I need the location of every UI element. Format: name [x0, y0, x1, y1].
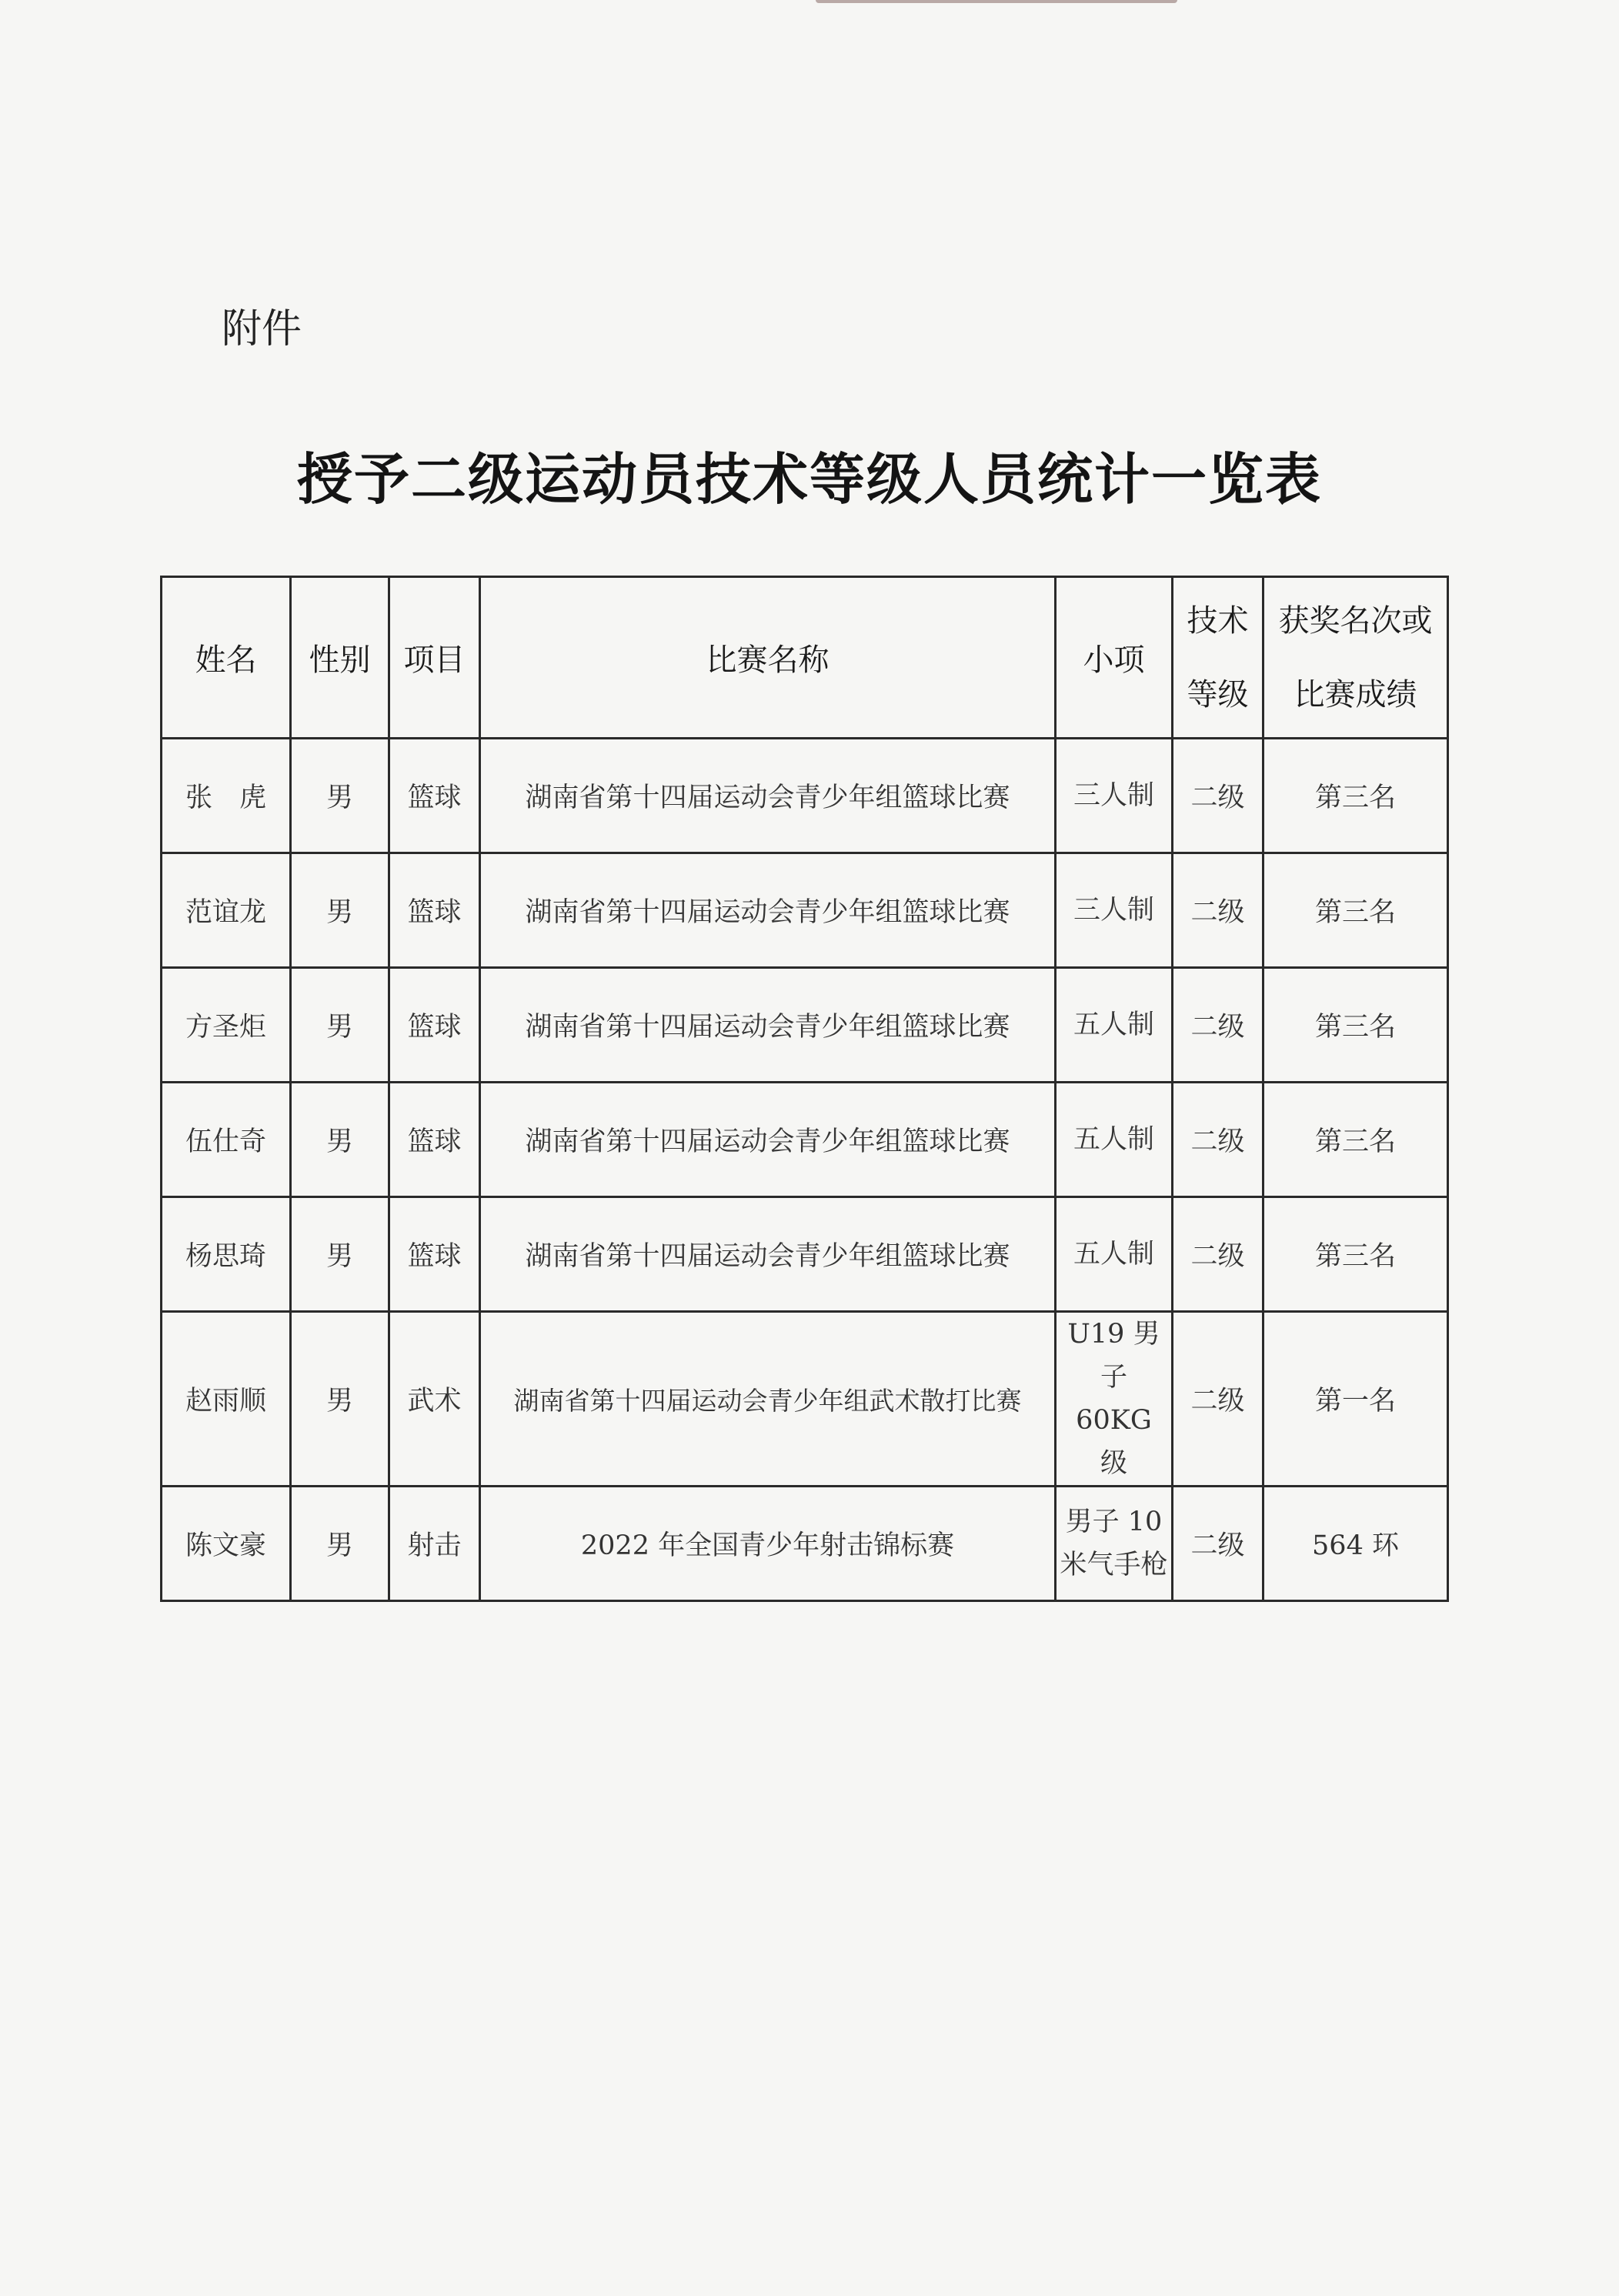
athlete-table [160, 576, 1449, 1602]
header-competition: 比赛名称 [480, 577, 1056, 739]
table-header-row [162, 577, 1448, 739]
cell-competition: 湖南省第十四届运动会青少年组篮球比赛 [480, 968, 1056, 1083]
cell-sport: 武术 [389, 1312, 480, 1487]
cell-event [1056, 1197, 1173, 1312]
cell-name: 陈文豪 [162, 1487, 291, 1601]
cell-event-line1: 三人制 [1073, 895, 1154, 926]
cell-competition: 湖南省第十四届运动会青少年组武术散打比赛 [480, 1312, 1056, 1487]
table-row [162, 1312, 1448, 1487]
cell-gender: 男 [291, 739, 389, 853]
header-gender: 性别 [291, 577, 389, 739]
cell-competition: 湖南省第十四届运动会青少年组篮球比赛 [480, 1083, 1056, 1197]
table-row [162, 1487, 1448, 1601]
cell-gender: 男 [291, 1487, 389, 1601]
cell-result: 第三名 [1263, 739, 1448, 853]
table-row [162, 853, 1448, 968]
cell-level: 二级 [1173, 1312, 1263, 1487]
cell-gender: 男 [291, 853, 389, 968]
table-row [162, 1197, 1448, 1312]
cell-event-line2: 米气手枪 [1060, 1550, 1168, 1580]
cell-event-line2: 60KG 级 [1076, 1405, 1152, 1479]
header-level [1173, 577, 1263, 739]
cell-name: 赵雨顺 [162, 1312, 291, 1487]
cell-level: 二级 [1173, 1487, 1263, 1601]
attachment-label: 附件 [222, 306, 302, 352]
header-result-line2: 比赛成绩 [1294, 676, 1417, 712]
header-result-line1: 获奖名次或 [1278, 602, 1433, 639]
cell-result: 第三名 [1263, 1083, 1448, 1197]
cell-name: 张 虎 [162, 739, 291, 853]
cell-name: 范谊龙 [162, 853, 291, 968]
cell-competition: 2022 年全国青少年射击锦标赛 [480, 1487, 1056, 1601]
cell-level: 二级 [1173, 853, 1263, 968]
cell-result: 564 环 [1263, 1487, 1448, 1601]
cell-result: 第三名 [1263, 1197, 1448, 1312]
cell-gender: 男 [291, 968, 389, 1083]
header-sport: 项目 [389, 577, 480, 739]
cell-event [1056, 1083, 1173, 1197]
cell-result: 第三名 [1263, 853, 1448, 968]
document-title: 授予二级运动员技术等级人员统计一览表 [296, 446, 1322, 512]
cell-event-line1: 五人制 [1073, 1010, 1154, 1040]
header-result [1263, 577, 1448, 739]
cell-sport: 篮球 [389, 1197, 480, 1312]
scan-edge-mark [816, 0, 1177, 3]
header-level-line2: 等级 [1187, 676, 1249, 712]
cell-level: 二级 [1173, 1197, 1263, 1312]
cell-event-line1: U19 男子 [1067, 1319, 1160, 1393]
cell-event [1056, 1312, 1173, 1487]
cell-event [1056, 739, 1173, 853]
header-level-line1: 技术 [1187, 602, 1249, 639]
header-event: 小项 [1056, 577, 1173, 739]
cell-sport: 篮球 [389, 739, 480, 853]
cell-name: 伍仕奇 [162, 1083, 291, 1197]
cell-event [1056, 1487, 1173, 1601]
table-row [162, 968, 1448, 1083]
cell-event-line1: 三人制 [1073, 780, 1154, 811]
cell-gender: 男 [291, 1312, 389, 1487]
cell-level: 二级 [1173, 968, 1263, 1083]
cell-name: 杨思琦 [162, 1197, 291, 1312]
cell-level: 二级 [1173, 739, 1263, 853]
cell-competition: 湖南省第十四届运动会青少年组篮球比赛 [480, 853, 1056, 968]
cell-event [1056, 853, 1173, 968]
cell-event [1056, 968, 1173, 1083]
header-name: 姓名 [162, 577, 291, 739]
cell-gender: 男 [291, 1197, 389, 1312]
cell-sport: 篮球 [389, 853, 480, 968]
cell-sport: 篮球 [389, 968, 480, 1083]
cell-sport: 射击 [389, 1487, 480, 1601]
cell-event-line1: 男子 10 [1065, 1507, 1163, 1537]
cell-competition: 湖南省第十四届运动会青少年组篮球比赛 [480, 1197, 1056, 1312]
table-row [162, 1083, 1448, 1197]
cell-gender: 男 [291, 1083, 389, 1197]
cell-event-line1: 五人制 [1073, 1239, 1154, 1270]
table-row [162, 739, 1448, 853]
cell-competition: 湖南省第十四届运动会青少年组篮球比赛 [480, 739, 1056, 853]
cell-name: 方圣炬 [162, 968, 291, 1083]
cell-sport: 篮球 [389, 1083, 480, 1197]
cell-result: 第一名 [1263, 1312, 1448, 1487]
cell-event-line1: 五人制 [1073, 1124, 1154, 1155]
cell-level: 二级 [1173, 1083, 1263, 1197]
cell-result: 第三名 [1263, 968, 1448, 1083]
